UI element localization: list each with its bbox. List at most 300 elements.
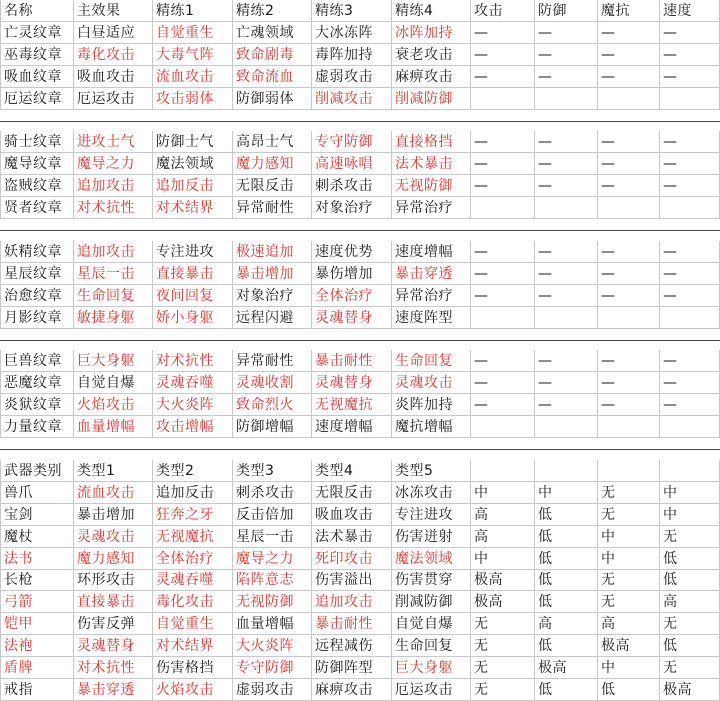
table-cell[interactable]: 娇小身躯 [153,307,233,329]
table-cell[interactable]: — [598,241,660,263]
table-cell[interactable]: 高 [471,526,535,548]
table-cell[interactable]: 极高 [598,635,660,657]
table-cell[interactable]: 无 [471,657,535,679]
table-cell[interactable] [660,416,720,438]
table-cell[interactable]: 致命流血 [233,66,312,88]
table-cell[interactable] [660,197,720,219]
table-cell[interactable]: 无视魔抗 [312,394,392,416]
table-cell[interactable]: 低 [535,548,598,570]
table-cell[interactable] [535,416,598,438]
header-row [0,460,720,482]
table-row [0,241,720,263]
table-cell[interactable]: 主效果 [74,0,153,22]
table-cell[interactable]: 攻击弱体 [153,88,233,110]
table-cell[interactable]: 魔抗增幅 [392,416,471,438]
table-cell[interactable]: 低 [535,591,598,613]
table-cell[interactable]: — [598,263,660,285]
table-cell[interactable]: 厄运攻击 [74,88,153,110]
table-row [0,548,720,570]
table-cell[interactable]: 高 [598,613,660,635]
table-cell[interactable]: 异常耐性 [233,197,312,219]
table-cell[interactable]: 大毒气阵 [153,44,233,66]
table-cell[interactable]: 精练3 [312,0,392,22]
table-cell[interactable]: 速度阵型 [392,307,471,329]
table-cell[interactable]: 火焰攻击 [74,394,153,416]
table-cell[interactable] [535,460,598,482]
table-cell[interactable]: 自觉重生 [153,22,233,44]
table-cell[interactable]: 星辰一击 [233,526,312,548]
table-cell[interactable] [598,197,660,219]
table-row [0,131,720,153]
table-cell[interactable]: 高 [660,591,720,613]
table-cell[interactable]: 灵魂吞噬 [153,372,233,394]
table-cell[interactable]: — [471,263,535,285]
table-cell[interactable]: 全体治疗 [153,548,233,570]
table-cell[interactable]: 伤害溢出 [312,569,392,591]
table-cell[interactable]: 速度 [660,0,720,22]
table-cell[interactable]: 巨兽纹章 [0,350,74,372]
table-cell[interactable]: 敏捷身躯 [74,307,153,329]
table-cell[interactable]: 对术结界 [153,635,233,657]
table-cell[interactable] [598,88,660,110]
table-row [0,657,720,679]
table-cell[interactable]: 极高 [535,657,598,679]
table-cell[interactable]: 魔导之力 [74,153,153,175]
table-cell[interactable]: — [598,175,660,197]
table-cell[interactable]: 妖精纹章 [0,241,74,263]
table-cell[interactable]: 专注进攻 [392,504,471,526]
table-cell[interactable]: 削减防御 [392,591,471,613]
table-cell[interactable]: 中 [535,482,598,504]
table-cell[interactable]: 毒阵加持 [312,44,392,66]
table-cell[interactable]: 精练4 [392,0,471,22]
table-cell[interactable]: 类型3 [233,460,312,482]
table-cell[interactable]: — [660,350,720,372]
table-cell[interactable] [471,460,535,482]
table-cell[interactable]: 星辰纹章 [0,263,74,285]
table-cell[interactable] [660,88,720,110]
table-cell[interactable]: 无 [471,613,535,635]
table-cell[interactable]: 麻痹攻击 [392,66,471,88]
table-cell[interactable]: 魔法领域 [153,153,233,175]
table-cell[interactable]: 魔力感知 [233,153,312,175]
table-cell[interactable]: — [660,175,720,197]
table-cell[interactable]: 月影纹章 [0,307,74,329]
table-cell[interactable]: 极高 [471,569,535,591]
table-cell[interactable]: — [471,22,535,44]
table-cell[interactable]: 亡灵纹章 [0,22,74,44]
table-cell[interactable]: — [535,372,598,394]
table-cell[interactable]: 魔导之力 [233,548,312,570]
table-cell[interactable]: — [598,394,660,416]
table-cell[interactable]: — [535,263,598,285]
table-cell[interactable]: 远程闪避 [233,307,312,329]
table-cell[interactable]: 刺杀攻击 [312,175,392,197]
table-cell[interactable]: 法袍 [0,635,74,657]
table-cell[interactable]: 精练1 [153,0,233,22]
table-cell[interactable]: 防御 [535,0,598,22]
table-row [0,263,720,285]
table-cell[interactable] [598,307,660,329]
table-cell[interactable]: 血量增幅 [74,416,153,438]
table-cell[interactable]: 无 [598,569,660,591]
table-cell[interactable]: 灵魂攻击 [74,526,153,548]
table-cell[interactable]: 亡魂领域 [233,22,312,44]
table-cell[interactable]: — [535,350,598,372]
table-cell[interactable]: 法术暴击 [392,153,471,175]
table-cell[interactable]: 对象治疗 [312,197,392,219]
table-cell[interactable]: 低 [535,679,598,701]
table-cell[interactable]: 低 [660,635,720,657]
table-cell[interactable]: — [535,175,598,197]
table-cell[interactable]: 灵魂替身 [312,307,392,329]
table-cell[interactable] [471,307,535,329]
table-row [0,197,720,219]
table-cell[interactable]: 速度优势 [312,241,392,263]
table-cell[interactable] [471,88,535,110]
table-cell[interactable]: 暴击耐性 [312,613,392,635]
table-cell[interactable]: 武器类别 [0,460,74,482]
table-cell[interactable]: 中 [660,482,720,504]
table-cell[interactable]: — [598,285,660,307]
table-cell[interactable]: 魔力感知 [74,548,153,570]
table-cell[interactable]: 追加攻击 [74,241,153,263]
table-row [0,416,720,438]
table-cell[interactable]: 刺杀攻击 [233,482,312,504]
table-cell[interactable]: 全体治疗 [312,285,392,307]
table-cell[interactable]: — [471,372,535,394]
table-cell[interactable]: 类型5 [392,460,471,482]
table-cell[interactable]: 大冰冻阵 [312,22,392,44]
table-cell[interactable]: 大火炎阵 [233,635,312,657]
table-cell[interactable]: — [471,131,535,153]
table-cell[interactable]: 高 [471,504,535,526]
table-cell[interactable]: — [660,285,720,307]
table-cell[interactable]: — [471,350,535,372]
table-cell[interactable]: 中 [660,504,720,526]
table-cell[interactable]: 法书 [0,548,74,570]
table-cell[interactable]: 生命回复 [392,635,471,657]
table-cell[interactable]: 防御士气 [153,131,233,153]
table-cell[interactable]: 低 [598,679,660,701]
table-cell[interactable]: 低 [660,569,720,591]
table-cell[interactable]: 中 [598,657,660,679]
table-cell[interactable]: 炎狱纹章 [0,394,74,416]
table-cell[interactable]: 防御阵型 [312,657,392,679]
table-cell[interactable]: — [660,372,720,394]
table-cell[interactable]: — [660,263,720,285]
table-cell[interactable]: 宝剑 [0,504,74,526]
table-cell[interactable]: — [660,153,720,175]
table-cell[interactable]: 反击倍加 [233,504,312,526]
table-cell[interactable]: 巨大身躯 [392,657,471,679]
table-cell[interactable]: 直接暴击 [74,591,153,613]
table-cell[interactable]: 对术抗性 [74,197,153,219]
table-cell[interactable]: 虚弱攻击 [233,679,312,701]
table-cell[interactable]: 暴击穿透 [74,679,153,701]
table-cell[interactable]: 吸血攻击 [312,504,392,526]
table-cell[interactable]: 攻击 [471,0,535,22]
table-cell[interactable]: 致命剧毒 [233,44,312,66]
table-cell[interactable]: — [598,372,660,394]
table-cell[interactable]: — [471,394,535,416]
table-cell[interactable]: — [471,44,535,66]
table-cell[interactable]: 自觉自爆 [74,372,153,394]
table-cell[interactable]: 大火炎阵 [153,394,233,416]
table-cell[interactable]: 伤害迸射 [392,526,471,548]
table-cell[interactable]: 火焰攻击 [153,679,233,701]
table-cell[interactable]: 无 [598,504,660,526]
table-cell[interactable]: 对术结界 [153,197,233,219]
table-cell[interactable]: — [535,153,598,175]
table-cell[interactable]: 吸血纹章 [0,66,74,88]
table-cell[interactable]: — [535,131,598,153]
table-cell[interactable]: 无 [660,657,720,679]
table-row [0,307,720,329]
table-cell[interactable]: 高昂士气 [233,131,312,153]
table-cell[interactable]: 暴击耐性 [312,350,392,372]
table-cell[interactable]: 虚弱攻击 [312,66,392,88]
table-cell[interactable]: — [535,394,598,416]
table-cell[interactable]: 灵魂替身 [312,372,392,394]
table-cell[interactable]: 伤害贯穿 [392,569,471,591]
table-cell[interactable]: 类型4 [312,460,392,482]
table-cell[interactable]: 炎阵加持 [392,394,471,416]
table-cell[interactable]: 专守防御 [233,657,312,679]
table-cell[interactable]: 麻痹攻击 [312,679,392,701]
table-cell[interactable]: — [598,131,660,153]
table-cell[interactable]: 暴击增加 [233,263,312,285]
table-cell[interactable]: — [660,44,720,66]
table-cell[interactable]: — [598,350,660,372]
table-cell[interactable]: 衰老攻击 [392,44,471,66]
table-cell[interactable]: 对术抗性 [153,350,233,372]
table-cell[interactable]: 狂奔之牙 [153,504,233,526]
table-cell[interactable]: 攻击增幅 [153,416,233,438]
table-cell[interactable]: 暴击增加 [74,504,153,526]
table-cell[interactable]: 伤害格挡 [153,657,233,679]
table-cell[interactable]: 远程减伤 [312,635,392,657]
table-cell[interactable]: 环形攻击 [74,569,153,591]
table-cell[interactable]: 力量纹章 [0,416,74,438]
table-row [0,591,720,613]
table-cell[interactable]: 精练2 [233,0,312,22]
table-cell[interactable]: 防御增幅 [233,416,312,438]
table-row [0,679,720,701]
table-row [0,285,720,307]
table-cell[interactable]: 无 [598,591,660,613]
table-cell[interactable]: 流血攻击 [153,66,233,88]
table-cell[interactable]: 陷阵意志 [233,569,312,591]
table-cell[interactable]: 骑士纹章 [0,131,74,153]
table-cell[interactable]: — [535,66,598,88]
table-cell[interactable]: 中 [598,548,660,570]
table-row [0,394,720,416]
table-cell[interactable]: 速度增幅 [312,416,392,438]
table-cell[interactable] [471,416,535,438]
table-cell[interactable] [660,460,720,482]
table-cell[interactable]: 低 [535,526,598,548]
table-cell[interactable]: — [660,241,720,263]
table-cell[interactable] [535,307,598,329]
table-cell[interactable]: 暴击穿透 [392,263,471,285]
table-cell[interactable]: 毒化攻击 [74,44,153,66]
table-cell[interactable]: 魔法领域 [392,548,471,570]
table-cell[interactable]: 恶魔纹章 [0,372,74,394]
table-cell[interactable]: 防御弱体 [233,88,312,110]
table-cell[interactable]: 对术抗性 [74,657,153,679]
table-cell[interactable]: 追加反击 [153,175,233,197]
table-cell[interactable]: 无 [598,482,660,504]
table-cell[interactable]: 中 [471,548,535,570]
table-cell[interactable]: 异常治疗 [392,197,471,219]
table-cell[interactable] [535,88,598,110]
table-cell[interactable]: 中 [471,482,535,504]
table-cell[interactable] [598,460,660,482]
table-cell[interactable]: 贤者纹章 [0,197,74,219]
table-cell[interactable]: 无视防御 [392,175,471,197]
table-row [0,153,720,175]
table-cell[interactable]: — [660,394,720,416]
table-cell[interactable]: 致命烈火 [233,394,312,416]
table-cell[interactable]: — [471,153,535,175]
table-cell[interactable]: — [535,241,598,263]
table-cell[interactable]: 速度增幅 [392,241,471,263]
table-cell[interactable]: 魔杖 [0,526,74,548]
table-cell[interactable]: 高速咏唱 [312,153,392,175]
table-cell[interactable] [535,197,598,219]
table-cell[interactable]: 巨大身躯 [74,350,153,372]
table-cell[interactable]: 追加反击 [153,482,233,504]
table-cell[interactable] [660,307,720,329]
table-cell[interactable]: 冰阵加持 [392,22,471,44]
table-cell[interactable] [471,197,535,219]
table-cell[interactable]: — [598,66,660,88]
table-cell[interactable]: 类型2 [153,460,233,482]
table-cell[interactable]: — [660,66,720,88]
table-cell[interactable]: 无 [471,679,535,701]
table-cell[interactable]: 专注进攻 [153,241,233,263]
table-cell[interactable]: 对象治疗 [233,285,312,307]
table-cell[interactable]: 治愈纹章 [0,285,74,307]
table-cell[interactable]: — [471,66,535,88]
table-cell[interactable]: 生命回复 [392,350,471,372]
table-cell[interactable]: 高 [535,613,598,635]
table-cell[interactable]: 流血攻击 [74,482,153,504]
table-cell[interactable]: 无 [660,526,720,548]
table-cell[interactable]: 中 [598,526,660,548]
table-cell[interactable]: 名称 [0,0,74,22]
table-cell[interactable]: 削减防御 [392,88,471,110]
table-cell[interactable]: 无视魔抗 [153,526,233,548]
table-cell[interactable]: — [598,44,660,66]
divider-line [0,449,720,450]
table-cell[interactable]: — [535,44,598,66]
table-cell[interactable]: 魔导纹章 [0,153,74,175]
table-cell[interactable]: 冰冻攻击 [392,482,471,504]
table-cell[interactable]: 进攻士气 [74,131,153,153]
table-row [0,44,720,66]
section-divider [0,110,720,132]
table-cell[interactable]: 暴伤增加 [312,263,392,285]
table-cell[interactable] [598,416,660,438]
table-cell[interactable]: 长枪 [0,569,74,591]
table-cell[interactable]: 无 [471,635,535,657]
table-cell[interactable]: 吸血攻击 [74,66,153,88]
table-cell[interactable]: 白昼适应 [74,22,153,44]
table-cell[interactable]: 血量增幅 [233,613,312,635]
table-cell[interactable]: 夜间回复 [153,285,233,307]
table-cell[interactable]: 兽爪 [0,482,74,504]
table-cell[interactable]: 灵魂吞噬 [153,569,233,591]
table-cell[interactable]: 自觉自爆 [392,613,471,635]
table-cell[interactable]: 直接暴击 [153,263,233,285]
table-cell[interactable]: 专守防御 [312,131,392,153]
table-cell[interactable]: 低 [535,635,598,657]
table-cell[interactable]: 极高 [471,591,535,613]
table-cell[interactable]: 死印攻击 [312,548,392,570]
table-cell[interactable]: — [660,22,720,44]
table-cell[interactable]: 厄运纹章 [0,88,74,110]
table-cell[interactable]: 灵魂替身 [74,635,153,657]
table-cell[interactable]: 弓箭 [0,591,74,613]
table-cell[interactable]: 毒化攻击 [153,591,233,613]
table-cell[interactable]: — [660,131,720,153]
table-cell[interactable]: 追加攻击 [74,175,153,197]
table-cell[interactable]: 铠甲 [0,613,74,635]
table-cell[interactable]: 魔抗 [598,0,660,22]
table-cell[interactable]: — [535,285,598,307]
section-divider [0,438,720,460]
table-cell[interactable]: 生命回复 [74,285,153,307]
table-cell[interactable]: 灵魂收割 [233,372,312,394]
table-cell[interactable]: 异常治疗 [392,285,471,307]
table-cell[interactable]: 追加攻击 [312,591,392,613]
table-cell[interactable]: 极速追加 [233,241,312,263]
table-cell[interactable]: 盗贼纹章 [0,175,74,197]
table-cell[interactable]: 盾牌 [0,657,74,679]
table-cell[interactable]: — [471,241,535,263]
table-cell[interactable]: 无视防御 [233,591,312,613]
table-cell[interactable]: 类型1 [74,460,153,482]
table-cell[interactable]: 无限反击 [312,482,392,504]
table-cell[interactable]: 灵魂攻击 [392,372,471,394]
table-cell[interactable]: 伤害反弹 [74,613,153,635]
table-cell[interactable]: 低 [535,569,598,591]
table-cell[interactable]: — [471,175,535,197]
table-cell[interactable]: 厄运攻击 [392,679,471,701]
table-cell[interactable]: 自觉重生 [153,613,233,635]
table-cell[interactable]: 直接格挡 [392,131,471,153]
table-cell[interactable]: — [471,285,535,307]
table-cell[interactable]: 戒指 [0,679,74,701]
table-cell[interactable]: 无限反击 [233,175,312,197]
table-row [0,613,720,635]
table-cell[interactable]: — [535,22,598,44]
table-cell[interactable]: 低 [535,504,598,526]
table-cell[interactable]: — [598,22,660,44]
table-cell[interactable]: 巫毒纹章 [0,44,74,66]
table-cell[interactable]: 星辰一击 [74,263,153,285]
table-cell[interactable]: 法术暴击 [312,526,392,548]
table-cell[interactable]: 低 [660,548,720,570]
table-cell[interactable]: 极高 [660,679,720,701]
table-cell[interactable]: 异常耐性 [233,350,312,372]
table-cell[interactable]: — [598,153,660,175]
divider-line [0,340,720,341]
table-cell[interactable]: 削减攻击 [312,88,392,110]
table-cell[interactable]: 无 [660,613,720,635]
